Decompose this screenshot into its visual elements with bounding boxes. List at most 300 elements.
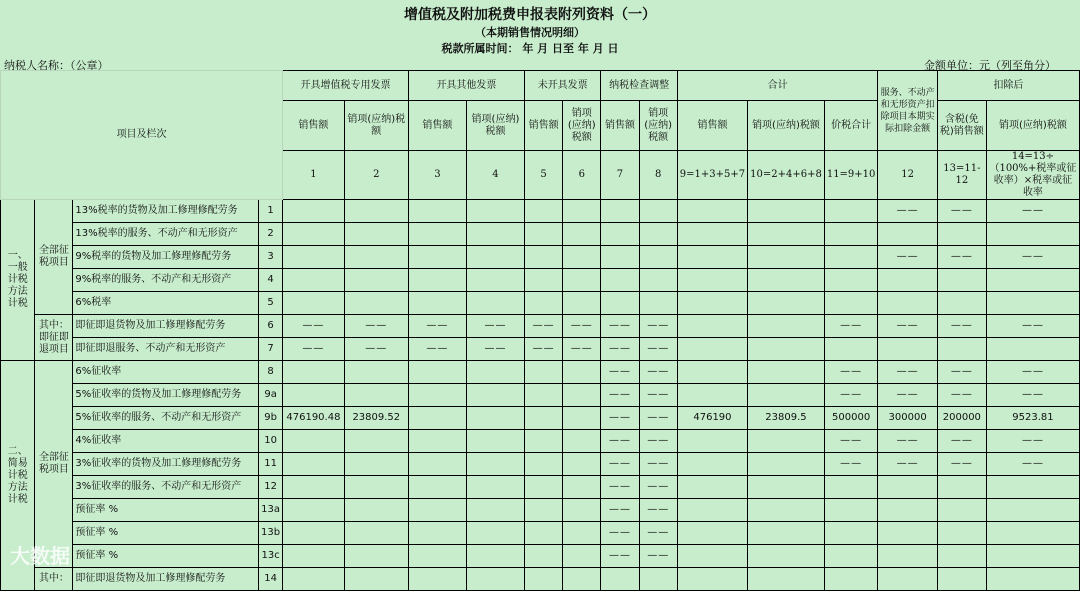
value-cell[interactable] [466,499,524,522]
dash-cell: —— [824,384,878,407]
column-number: 12 [878,151,937,200]
value-cell[interactable] [344,384,408,407]
column-number: 14=13÷（100%+税率或征收率）×税率或征收率 [986,151,1079,200]
value-cell[interactable] [283,522,345,545]
row-label: 5%征收率的服务、不动产和无形资产 [73,407,259,430]
header-group: 开具增值税专用发票 [283,71,409,101]
value-cell[interactable] [408,499,466,522]
row-label: 6%征收率 [73,361,259,384]
value-cell[interactable] [466,361,524,384]
value-cell[interactable] [466,200,524,223]
row-number: 13a [259,499,283,522]
subsection-refund: 其中： [35,568,73,591]
dash-cell: —— [937,200,986,223]
dash-cell: —— [601,384,639,407]
subsection-refund: 其中：即征即退项目 [35,315,73,361]
value-cell[interactable] [937,499,986,522]
value-cell[interactable] [748,545,825,568]
column-number: 10=2+4+6+8 [748,151,825,200]
value-cell[interactable] [283,269,345,292]
value-cell[interactable] [283,246,345,269]
dash-cell: —— [601,338,639,361]
value-cell[interactable] [601,292,639,315]
form-subtitle: （本期销售情况明细） [475,26,585,39]
value-cell[interactable] [283,361,345,384]
value-cell[interactable] [408,545,466,568]
value-cell[interactable] [344,246,408,269]
taxpayer-name: 纳税人名称：（公章） [4,59,109,72]
header-tax: 销项(应纳)税额 [563,101,601,151]
dash-cell: —— [986,246,1079,269]
value-cell[interactable] [601,223,639,246]
value-cell[interactable] [408,476,466,499]
dash-cell: —— [563,338,601,361]
row-label: 5%征收率的货物及加工修理修配劳务 [73,384,259,407]
dash-cell: —— [986,453,1079,476]
row-label: 4%征收率 [73,430,259,453]
value-cell[interactable] [563,453,601,476]
value-cell[interactable] [748,292,825,315]
dash-cell: —— [878,200,937,223]
value-cell[interactable] [524,269,562,292]
dash-cell: —— [601,545,639,568]
value-cell[interactable] [639,223,677,246]
dash-cell: —— [601,315,639,338]
value-cell[interactable] [563,269,601,292]
value-cell[interactable] [878,522,937,545]
value-cell[interactable] [824,338,878,361]
value-cell[interactable] [344,223,408,246]
value-cell[interactable] [408,223,466,246]
dash-cell: —— [408,338,466,361]
value-cell[interactable] [748,476,825,499]
row-number: 13b [259,522,283,545]
value-cell[interactable]: 300000 [878,407,937,430]
value-cell[interactable] [524,476,562,499]
value-cell[interactable] [639,200,677,223]
value-cell[interactable] [408,269,466,292]
amount-unit: 金额单位：元（列至角分） [924,59,1056,72]
value-cell[interactable] [639,292,677,315]
value-cell[interactable] [878,292,937,315]
value-cell[interactable] [677,269,747,292]
dash-cell: —— [639,522,677,545]
header-tax: 销项(应纳)税额 [344,101,408,151]
subsection-all: 全部征税项目 [35,200,73,315]
value-cell[interactable] [824,545,878,568]
row-label: 即征即退货物及加工修理修配劳务 [73,315,259,338]
value-cell[interactable] [986,292,1079,315]
value-cell[interactable] [466,223,524,246]
value-cell[interactable] [524,361,562,384]
dash-cell: —— [601,430,639,453]
value-cell[interactable] [524,407,562,430]
value-cell[interactable] [937,269,986,292]
value-cell[interactable] [677,476,747,499]
value-cell[interactable] [748,315,825,338]
dash-cell: —— [824,361,878,384]
row-number: 3 [259,246,283,269]
dash-cell: —— [524,338,562,361]
value-cell[interactable] [408,384,466,407]
header-group: 纳税检查调整 [601,71,677,101]
value-cell[interactable] [524,522,562,545]
watermark-logo: 大数据 [10,544,70,568]
value-cell[interactable] [677,522,747,545]
dash-cell: —— [937,315,986,338]
value-cell[interactable] [408,522,466,545]
value-cell[interactable] [937,522,986,545]
value-cell[interactable] [408,453,466,476]
value-cell[interactable] [748,223,825,246]
value-cell[interactable] [466,292,524,315]
column-number: 13=11-12 [937,151,986,200]
dash-cell: —— [937,246,986,269]
value-cell[interactable] [466,407,524,430]
value-cell[interactable] [878,223,937,246]
value-cell[interactable] [524,430,562,453]
value-cell[interactable] [677,223,747,246]
header-group: 扣除后 [937,71,1079,101]
row-label: 6%税率 [73,292,259,315]
dash-cell: —— [937,361,986,384]
value-cell[interactable] [344,545,408,568]
subsection-all: 全部征税项目 [35,361,73,568]
dash-cell: —— [563,315,601,338]
value-cell[interactable] [986,223,1079,246]
dash-cell: —— [878,384,937,407]
column-number: 3 [408,151,466,200]
value-cell[interactable] [524,246,562,269]
value-cell[interactable] [824,223,878,246]
dash-cell: —— [639,476,677,499]
row-number: 12 [259,476,283,499]
header-tax: 销项(应纳)税额 [639,101,677,151]
value-cell[interactable] [986,499,1079,522]
value-cell[interactable] [677,338,747,361]
value-cell[interactable] [878,476,937,499]
value-cell[interactable] [283,223,345,246]
value-cell[interactable] [748,430,825,453]
value-cell[interactable] [748,453,825,476]
tax-period: 税款所属时间： 年 月 日至 年 月 日 [441,42,619,55]
dash-cell: —— [466,315,524,338]
value-cell[interactable] [986,476,1079,499]
dash-cell: —— [601,476,639,499]
value-cell[interactable] [878,545,937,568]
header-after-tax: 销项(应纳)税额 [986,101,1079,151]
dash-cell: —— [639,361,677,384]
row-label: 即征即退服务、不动产和无形资产 [73,338,259,361]
value-cell[interactable] [466,476,524,499]
dash-cell: —— [986,200,1079,223]
column-number: 7 [601,151,639,200]
value-cell[interactable] [408,361,466,384]
dash-cell: —— [986,430,1079,453]
dash-cell: —— [937,384,986,407]
dash-cell: —— [344,338,408,361]
value-cell[interactable]: 500000 [824,407,878,430]
value-cell[interactable] [677,384,747,407]
value-cell[interactable] [639,246,677,269]
row-number: 2 [259,223,283,246]
value-cell[interactable] [344,269,408,292]
row-label: 3%征收率的货物及加工修理修配劳务 [73,453,259,476]
value-cell[interactable] [677,200,747,223]
header-sales: 销售额 [601,101,639,151]
dash-cell: —— [878,453,937,476]
value-cell[interactable] [344,292,408,315]
value-cell[interactable] [677,499,747,522]
header-sales: 销售额 [408,101,466,151]
value-cell[interactable]: 9523.81 [986,407,1079,430]
value-cell[interactable] [824,200,878,223]
dash-cell: —— [283,338,345,361]
value-cell[interactable] [824,269,878,292]
row-label: 即征即退货物及加工修理修配劳务 [73,568,259,591]
value-cell[interactable] [344,361,408,384]
value-cell[interactable] [344,476,408,499]
value-cell[interactable] [408,292,466,315]
row-number: 13c [259,545,283,568]
value-cell[interactable] [677,292,747,315]
value-cell[interactable] [748,269,825,292]
value-cell[interactable] [677,315,747,338]
row-label: 9%税率的服务、不动产和无形资产 [73,269,259,292]
value-cell[interactable] [283,430,345,453]
column-number: 9=1+3+5+7 [677,151,747,200]
value-cell[interactable] [466,545,524,568]
dash-cell: —— [824,453,878,476]
header-after-sales: 含税(免税)销售额 [937,101,986,151]
value-cell[interactable] [937,292,986,315]
value-cell[interactable] [878,269,937,292]
value-cell[interactable] [466,430,524,453]
value-cell[interactable] [677,545,747,568]
dash-cell: —— [601,499,639,522]
value-cell[interactable]: 476190 [677,407,747,430]
value-cell[interactable] [677,246,747,269]
value-cell[interactable] [524,384,562,407]
dash-cell: —— [878,430,937,453]
row-label: 9%税率的货物及加工修理修配劳务 [73,246,259,269]
dash-cell: —— [639,430,677,453]
value-cell[interactable] [677,453,747,476]
dash-cell: —— [601,522,639,545]
value-cell[interactable] [283,499,345,522]
value-cell[interactable] [563,430,601,453]
row-number: 9b [259,407,283,430]
value-cell[interactable] [878,338,937,361]
header-sales: 销售额 [524,101,562,151]
value-cell[interactable] [878,499,937,522]
value-cell[interactable] [986,545,1079,568]
row-number: 1 [259,200,283,223]
value-cell[interactable] [937,338,986,361]
row-label: 预征率 % [73,499,259,522]
column-number: 6 [563,151,601,200]
dash-cell: —— [524,315,562,338]
value-cell[interactable] [748,361,825,384]
value-cell[interactable] [344,430,408,453]
header-group: 服务、不动产和无形资产扣除项目本期实际扣除金额 [878,71,937,151]
dash-cell: —— [639,499,677,522]
dash-cell: —— [937,453,986,476]
value-cell[interactable] [466,246,524,269]
value-cell[interactable] [524,545,562,568]
value-cell[interactable] [563,361,601,384]
value-cell[interactable] [563,407,601,430]
dash-cell: —— [878,361,937,384]
value-cell[interactable] [283,453,345,476]
value-cell[interactable] [524,499,562,522]
header-item-label: 项目及栏次 [1,71,283,200]
value-cell[interactable]: 476190.48 [283,407,345,430]
sales-detail-table [0,70,1080,591]
header-tax: 销项(应纳)税额 [466,101,524,151]
header-total: 价税合计 [824,101,878,151]
value-cell[interactable] [344,499,408,522]
value-cell[interactable] [466,269,524,292]
value-cell[interactable] [986,269,1079,292]
header-group: 未开具发票 [524,71,600,101]
value-cell[interactable] [283,292,345,315]
value-cell[interactable] [408,246,466,269]
dash-cell: —— [986,315,1079,338]
value-cell[interactable] [748,338,825,361]
form-title: 增值税及附加税费申报表附列资料（一） [404,7,656,23]
value-cell[interactable] [748,522,825,545]
dash-cell: —— [466,338,524,361]
value-cell[interactable] [824,522,878,545]
dash-cell: —— [408,315,466,338]
value-cell[interactable] [408,407,466,430]
dash-cell: —— [344,315,408,338]
value-cell[interactable] [344,453,408,476]
dash-cell: —— [639,315,677,338]
dash-cell: —— [639,407,677,430]
value-cell[interactable] [563,384,601,407]
header-tax: 销项(应纳)税额 [748,101,825,151]
dash-cell: —— [986,384,1079,407]
value-cell[interactable] [283,384,345,407]
header-sales: 销售额 [677,101,747,151]
value-cell[interactable]: 23809.5 [748,407,825,430]
value-cell[interactable] [408,430,466,453]
value-cell[interactable] [601,246,639,269]
dash-cell: —— [639,453,677,476]
dash-cell: —— [639,545,677,568]
dash-cell: —— [937,430,986,453]
value-cell[interactable] [986,522,1079,545]
dash-cell: —— [824,315,878,338]
value-cell[interactable] [748,246,825,269]
value-cell[interactable] [937,476,986,499]
row-number: 14 [259,568,283,591]
value-cell[interactable] [601,200,639,223]
row-number: 5 [259,292,283,315]
row-label: 13%税率的货物及加工修理修配劳务 [73,200,259,223]
row-number: 10 [259,430,283,453]
value-cell[interactable] [283,476,345,499]
value-cell[interactable] [408,200,466,223]
row-label: 预征率 % [73,522,259,545]
value-cell[interactable] [824,499,878,522]
value-cell[interactable] [748,499,825,522]
value-cell[interactable] [824,292,878,315]
value-cell[interactable] [563,476,601,499]
column-number: 8 [639,151,677,200]
row-number: 7 [259,338,283,361]
column-number: 1 [283,151,345,200]
row-number: 4 [259,269,283,292]
value-cell[interactable] [344,200,408,223]
dash-cell: —— [283,315,345,338]
value-cell[interactable]: 200000 [937,407,986,430]
value-cell[interactable] [601,269,639,292]
value-cell[interactable] [283,200,345,223]
row-number: 6 [259,315,283,338]
value-cell[interactable] [824,476,878,499]
column-number: 11=9+10 [824,151,878,200]
dash-cell: —— [878,315,937,338]
row-label: 13%税率的服务、不动产和无形资产 [73,223,259,246]
value-cell[interactable] [563,522,601,545]
header-group: 合计 [677,71,878,101]
dash-cell: —— [878,246,937,269]
row-label: 3%征收率的服务、不动产和无形资产 [73,476,259,499]
value-cell[interactable]: 23809.52 [344,407,408,430]
dash-cell: —— [601,361,639,384]
header-sales: 销售额 [283,101,345,151]
dash-cell: —— [601,407,639,430]
value-cell[interactable] [524,292,562,315]
value-cell[interactable] [344,522,408,545]
value-cell[interactable] [524,200,562,223]
row-number: 11 [259,453,283,476]
value-cell[interactable] [524,223,562,246]
value-cell[interactable] [677,430,747,453]
dash-cell: —— [986,361,1079,384]
value-cell[interactable] [937,223,986,246]
value-cell[interactable] [466,384,524,407]
value-cell[interactable] [986,338,1079,361]
value-cell[interactable] [563,292,601,315]
section-general: 一、一般计税方法计税 [1,200,35,361]
value-cell[interactable] [677,361,747,384]
value-cell[interactable] [466,453,524,476]
value-cell[interactable] [563,246,601,269]
dash-cell: —— [639,338,677,361]
value-cell[interactable] [563,223,601,246]
value-cell[interactable] [283,545,345,568]
value-cell[interactable] [524,453,562,476]
column-number: 5 [524,151,562,200]
row-label: 预征率 % [73,545,259,568]
value-cell[interactable] [824,246,878,269]
row-number: 8 [259,361,283,384]
value-cell[interactable] [639,269,677,292]
value-cell[interactable] [466,522,524,545]
value-cell[interactable] [748,200,825,223]
value-cell[interactable] [563,545,601,568]
value-cell[interactable] [748,384,825,407]
value-cell[interactable] [563,499,601,522]
value-cell[interactable] [937,545,986,568]
value-cell[interactable] [563,200,601,223]
header-group: 开具其他发票 [408,71,524,101]
dash-cell: —— [639,384,677,407]
